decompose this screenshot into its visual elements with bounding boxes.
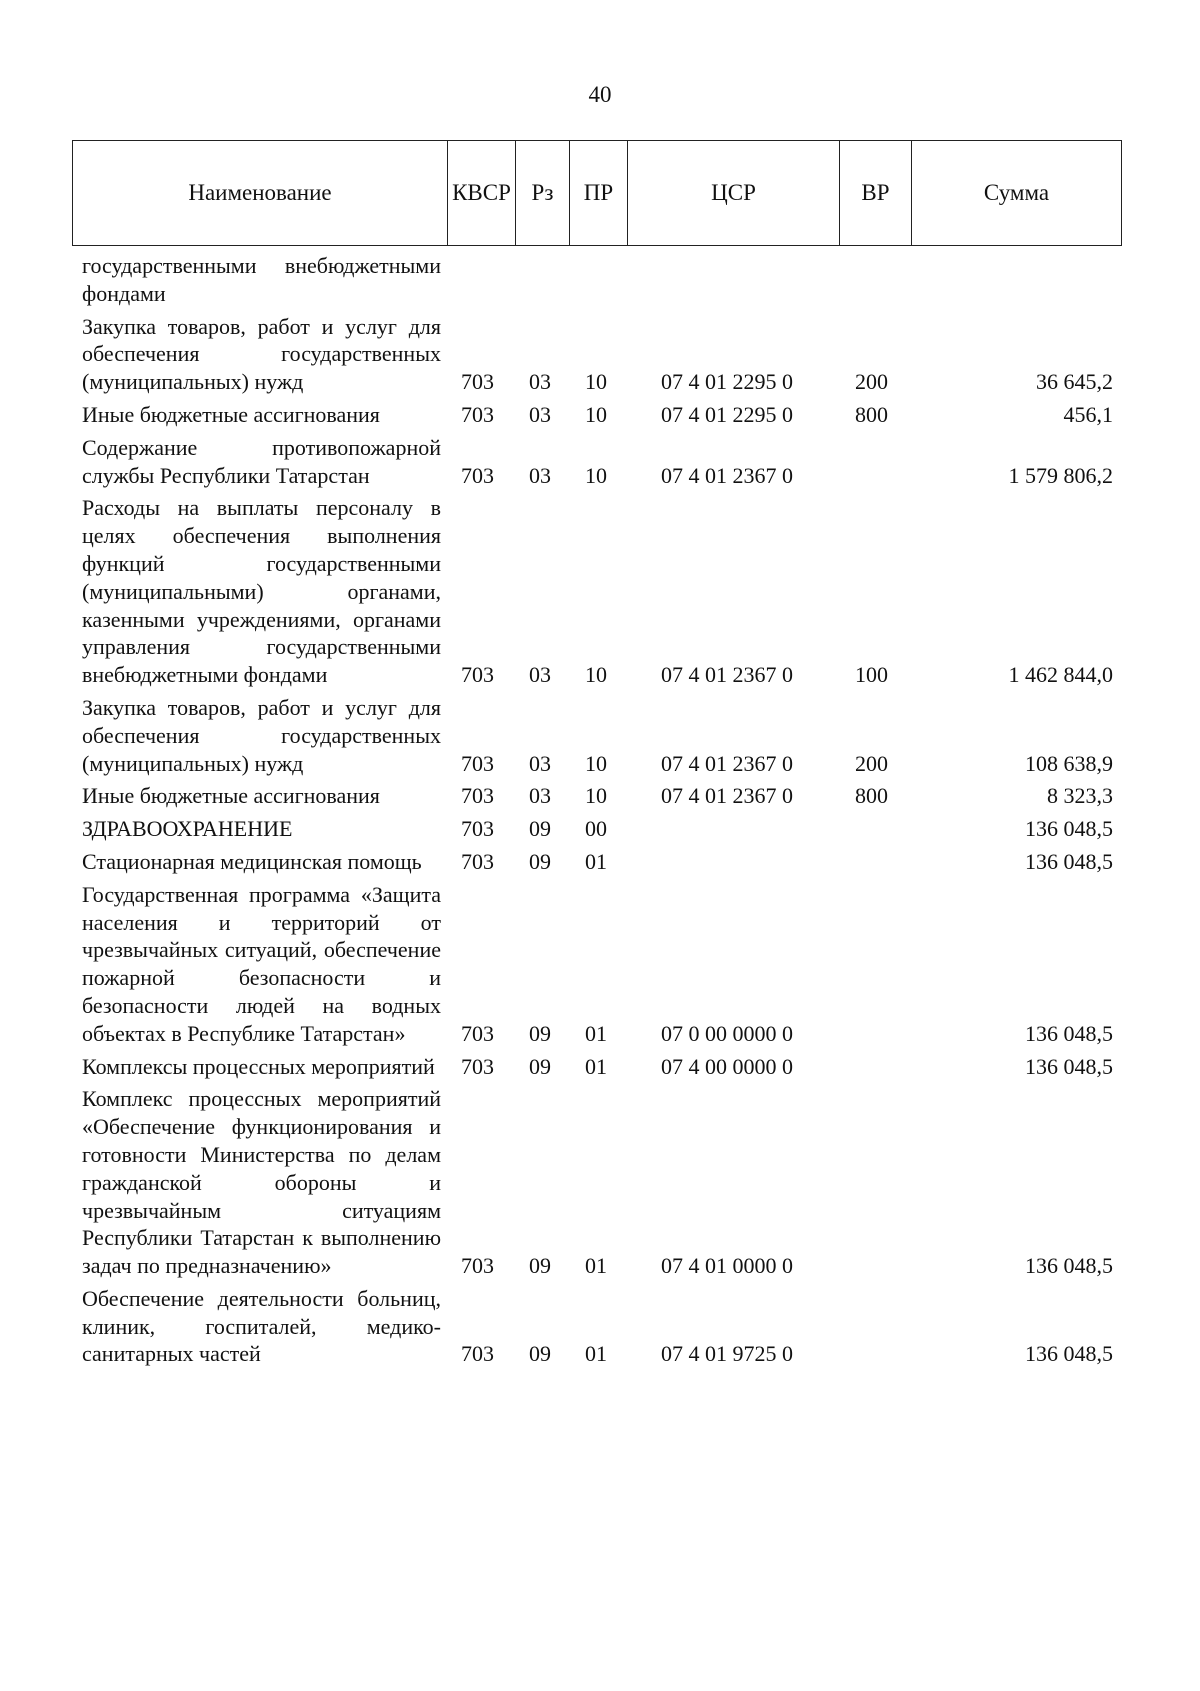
cell-vr [839, 1283, 911, 1371]
cell-name: Иные бюджетные ассигнования [82, 401, 380, 427]
cell-csr [627, 250, 839, 311]
cell-csr: 07 4 01 2367 0 [661, 462, 793, 488]
cell-sum: 108 638,9 [1025, 750, 1113, 776]
table-row [72, 311, 1121, 399]
cell-sum: 136 048,5 [1025, 1253, 1113, 1279]
cell-pr: 10 [585, 369, 607, 395]
cell-csr: 07 4 01 2367 0 [661, 783, 793, 809]
table-header [72, 140, 1122, 246]
cell-name: Закупка товаров, работ и услуг для обеспечения государственных (муниципальных) нужд [82, 313, 441, 395]
cell-kvsr: 703 [461, 369, 494, 395]
cell-rz: 03 [529, 401, 551, 427]
cell-vr [839, 879, 911, 1051]
cell-csr: 07 4 00 0000 0 [661, 1053, 793, 1079]
cell-kvsr: 703 [461, 816, 494, 842]
header-sum: Сумма [912, 141, 1122, 246]
header-csr: ЦСР [628, 141, 840, 246]
cell-kvsr: 703 [461, 1341, 494, 1367]
page-number: 40 [588, 82, 612, 107]
cell-rz: 03 [529, 369, 551, 395]
cell-pr: 10 [585, 401, 607, 427]
cell-pr: 10 [585, 662, 607, 688]
cell-pr: 01 [585, 1253, 607, 1279]
cell-kvsr: 703 [461, 662, 494, 688]
cell-pr: 01 [585, 1341, 607, 1367]
cell-kvsr: 703 [461, 783, 494, 809]
cell-kvsr [447, 250, 515, 311]
cell-name: Комплекс процессных мероприятий «Обеспечение функционирования и готовности Министерства по делам гражданской обороны и чрезвычайным ситуациям Республики Татарстан к выполнению задач по предназначению» [82, 1086, 441, 1279]
header-rz: Рз [516, 141, 570, 246]
cell-kvsr: 703 [461, 1253, 494, 1279]
cell-rz: 03 [529, 750, 551, 776]
table-row [72, 399, 1121, 432]
table-row [72, 780, 1121, 813]
cell-sum: 1 462 844,0 [1008, 662, 1113, 688]
cell-csr [627, 813, 839, 846]
cell-pr: 00 [585, 816, 607, 842]
cell-kvsr: 703 [461, 750, 494, 776]
cell-rz: 09 [529, 848, 551, 874]
header-name: Наименование [73, 141, 448, 246]
cell-sum: 136 048,5 [1025, 1020, 1113, 1046]
cell-sum: 136 048,5 [1025, 848, 1113, 874]
cell-csr: 07 4 01 2367 0 [661, 750, 793, 776]
cell-name: Расходы на выплаты персоналу в целях обеспечения выполнения функций государственными (муниципальными) органами, казенными учреждениями, органами управления государственными внебюджетными фондами [82, 495, 441, 688]
cell-sum: 456,1 [1063, 401, 1113, 427]
cell-pr: 10 [585, 783, 607, 809]
cell-pr: 01 [585, 1020, 607, 1046]
cell-kvsr: 703 [461, 401, 494, 427]
header-vr: ВР [840, 141, 912, 246]
cell-vr [839, 846, 911, 879]
cell-vr: 800 [855, 783, 888, 809]
table-row [72, 813, 1121, 846]
cell-csr: 07 4 01 2295 0 [661, 369, 793, 395]
table-row [72, 1283, 1121, 1371]
cell-name: Обеспечение деятельности больниц, клиник, госпиталей, медико-санитарных частей [82, 1285, 441, 1367]
table-row [72, 692, 1121, 780]
cell-sum: 136 048,5 [1025, 1053, 1113, 1079]
cell-rz: 09 [529, 1341, 551, 1367]
cell-vr: 200 [855, 369, 888, 395]
table-row [72, 1083, 1121, 1283]
cell-csr: 07 4 01 0000 0 [661, 1253, 793, 1279]
cell-sum: 1 579 806,2 [1008, 462, 1113, 488]
cell-name: Закупка товаров, работ и услуг для обеспечения государственных (муниципальных) нужд [82, 694, 441, 776]
cell-vr: 100 [855, 662, 888, 688]
header-kvsr: КВСР [448, 141, 516, 246]
cell-kvsr: 703 [461, 462, 494, 488]
cell-rz: 03 [529, 462, 551, 488]
cell-rz: 09 [529, 1053, 551, 1079]
cell-pr: 10 [585, 462, 607, 488]
table-row [72, 492, 1121, 692]
cell-vr [839, 250, 911, 311]
table-row [72, 846, 1121, 879]
table-row [72, 432, 1121, 493]
cell-rz: 03 [529, 783, 551, 809]
table-row [72, 250, 1121, 311]
cell-vr [839, 1083, 911, 1283]
budget-table [72, 250, 1121, 1371]
cell-name: Иные бюджетные ассигнования [82, 783, 380, 809]
cell-vr: 200 [855, 750, 888, 776]
cell-vr [839, 1051, 911, 1084]
cell-pr: 10 [585, 750, 607, 776]
cell-pr [569, 250, 627, 311]
cell-pr: 01 [585, 1053, 607, 1079]
cell-sum: 36 645,2 [1036, 369, 1113, 395]
cell-csr: 07 4 01 9725 0 [661, 1341, 793, 1367]
cell-name: Комплексы процессных мероприятий [82, 1053, 435, 1079]
table-row [72, 1051, 1121, 1084]
cell-sum [911, 250, 1121, 311]
cell-kvsr: 703 [461, 1053, 494, 1079]
cell-vr: 800 [855, 401, 888, 427]
cell-vr [839, 432, 911, 493]
cell-name: государственными внебюджетными фондами [82, 253, 441, 306]
cell-kvsr: 703 [461, 1020, 494, 1046]
cell-kvsr: 703 [461, 848, 494, 874]
cell-csr: 07 0 00 0000 0 [661, 1020, 793, 1046]
cell-pr: 01 [585, 848, 607, 874]
cell-csr [627, 846, 839, 879]
cell-name: Государственная программа «Защита населения и территорий от чрезвычайных ситуаций, обеспечение пожарной безопасности и безопасности людей на водных объектах в Республике Татарстан» [82, 881, 441, 1046]
cell-rz: 09 [529, 816, 551, 842]
cell-vr [839, 813, 911, 846]
header-pr: ПР [570, 141, 628, 246]
cell-name: Стационарная медицинская помощь [82, 848, 422, 874]
table-row [72, 879, 1121, 1051]
cell-csr: 07 4 01 2295 0 [661, 401, 793, 427]
cell-sum: 8 323,3 [1047, 783, 1113, 809]
cell-rz: 09 [529, 1253, 551, 1279]
cell-csr: 07 4 01 2367 0 [661, 662, 793, 688]
cell-sum: 136 048,5 [1025, 816, 1113, 842]
cell-name: Содержание противопожарной службы Республики Татарстан [82, 434, 441, 488]
cell-rz [515, 250, 569, 311]
cell-sum: 136 048,5 [1025, 1341, 1113, 1367]
cell-rz: 03 [529, 662, 551, 688]
cell-name: ЗДРАВООХРАНЕНИЕ [82, 816, 293, 842]
cell-rz: 09 [529, 1020, 551, 1046]
